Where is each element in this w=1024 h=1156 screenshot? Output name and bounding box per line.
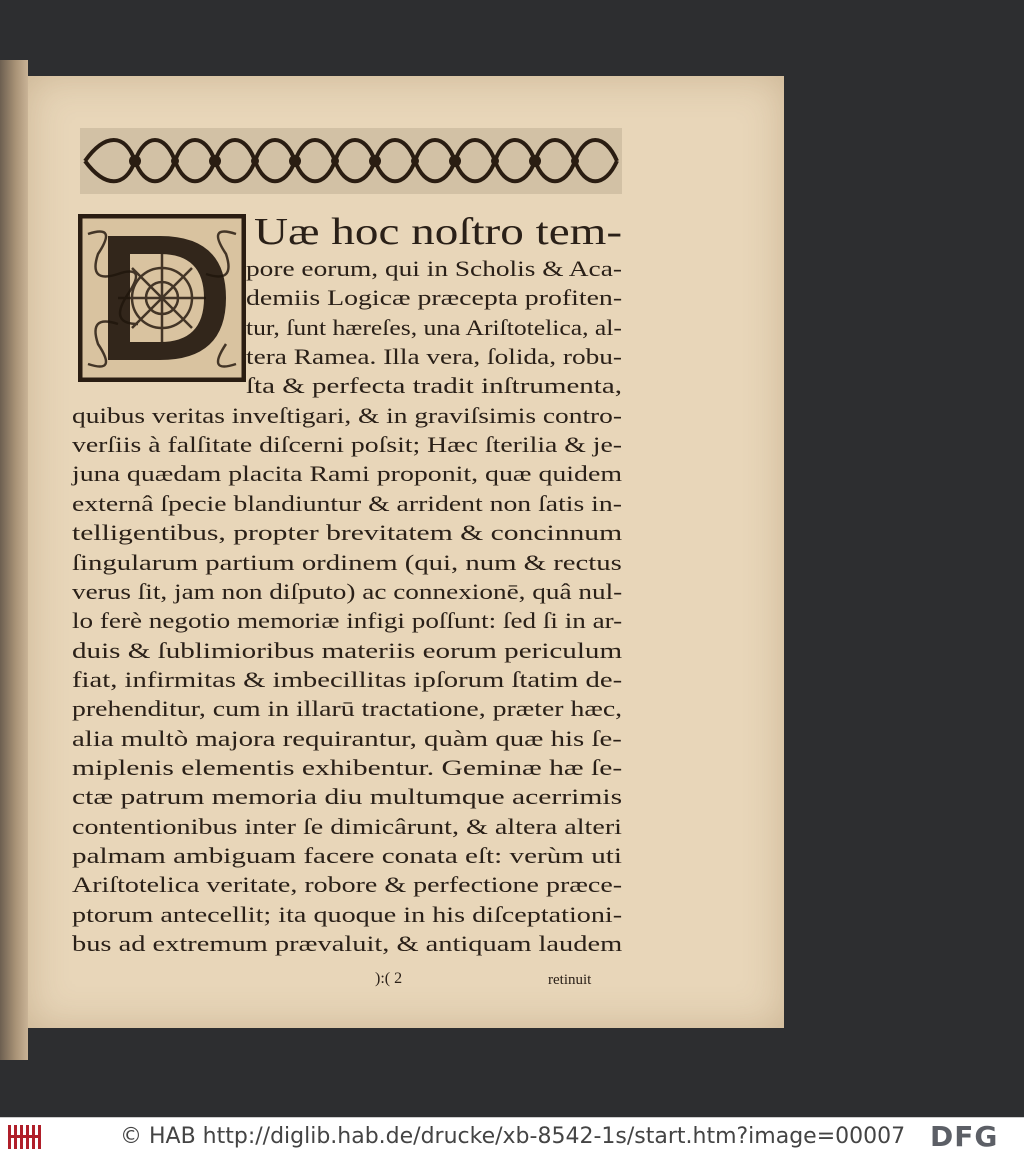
text-line-first: Uæ hoc noſtro tem-	[254, 211, 623, 253]
ornamental-headpiece	[80, 128, 622, 194]
text-line: ctæ patrum memoria diu multumque acerrimis	[72, 784, 623, 810]
text-line: verus ſit, jam non diſputo) ac connexionē, quâ nul-	[72, 578, 623, 604]
text-line: ptorum antecellit; ita quoque in his diſceptationi-	[72, 901, 623, 927]
copyright-link[interactable]: © HAB http://diglib.hab.de/drucke/xb-8542-1s/start.htm?image=00007	[120, 1124, 906, 1149]
facing-page-edge	[0, 60, 28, 1060]
text-line: pore eorum, qui in Scholis & Aca-	[246, 256, 622, 281]
hab-logo-icon	[6, 1122, 46, 1152]
viewer-footer	[0, 1117, 1024, 1156]
text-line: fiat, infirmitas & imbecillitas ipſorum ſtatim de-	[72, 666, 623, 692]
signature-mark: ):( 2	[375, 970, 403, 987]
text-line: prehenditur, cum in illarū tractatione, præter hæc,	[72, 696, 623, 722]
dfg-logo-icon	[930, 1122, 1020, 1152]
text-line: duis & ſublimioribus materiis eorum periculum	[72, 637, 623, 663]
text-line: bus ad extremum prævaluit, & antiquam laudem	[72, 931, 623, 957]
text-line: miplenis elementis exhibentur. Geminæ hæ ſe-	[72, 754, 623, 780]
text-line: juna quædam placita Rami proponit, quæ quidem	[72, 461, 622, 487]
dfg-logo-text: DFG	[930, 1120, 999, 1153]
text-line: contentionibus inter ſe dimicârunt, & altera alteri	[72, 813, 622, 839]
text-line: externâ ſpecie blandiuntur & arrident non ſatis in-	[72, 490, 622, 516]
text-line: tur, ſunt hæreſes, una Ariſtotelica, al-	[246, 314, 622, 340]
catchword: retinuit	[548, 972, 592, 988]
decorated-initial-D	[78, 214, 246, 382]
text-line: alia multò majora requirantur, quàm quæ his ſe-	[72, 725, 622, 751]
text-line: Ariſtotelica veritate, robore & perfectione præce-	[72, 872, 623, 898]
text-line: ſingularum partium ordinem (qui, num & rectus	[72, 549, 622, 575]
text-line: telligentibus, propter brevitatem & concinnum	[72, 520, 623, 546]
text-line: demiis Logicæ præcepta profiten-	[246, 285, 623, 311]
text-line: tera Ramea. Illa vera, ſolida, robu-	[246, 344, 623, 370]
text-line: palmam ambiguam facere conata eſt: verùm uti	[72, 843, 622, 868]
text-line: ſta & perfecta tradit inſtrumenta,	[246, 373, 623, 399]
text-line: quibus veritas inveſtigari, & in graviſsimis contro-	[72, 402, 622, 428]
text-line: lo ferè negotio memoriæ infigi poſſunt: ſed ſi in ar-	[72, 608, 623, 634]
text-line: verſiis à falſitate diſcerni poſsit; Hæc ſterilia & je-	[72, 432, 623, 458]
